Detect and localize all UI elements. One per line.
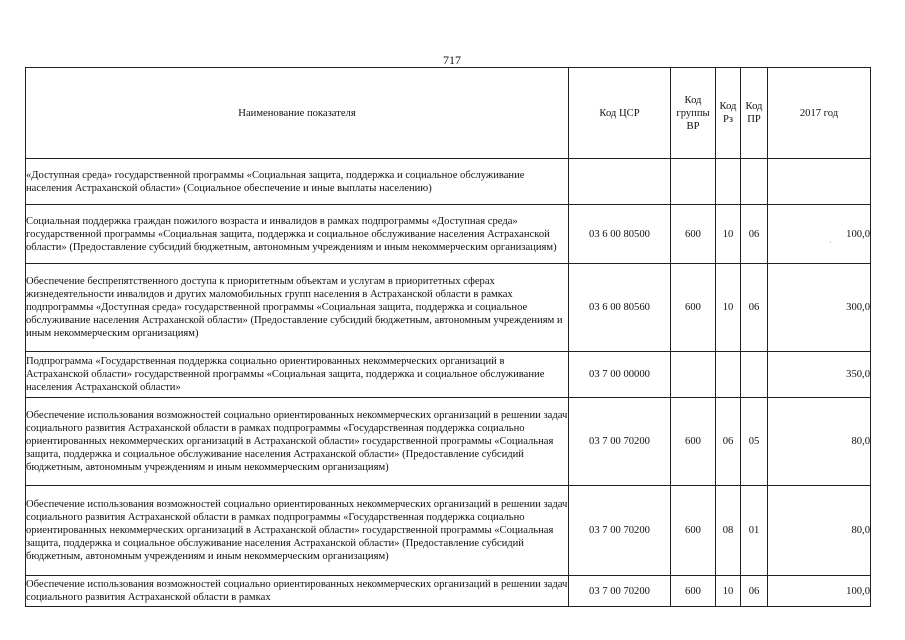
row-vr: 600 bbox=[671, 205, 716, 264]
table-row bbox=[26, 398, 871, 486]
row-name: Обеспечение использования возможностей социально ориентированных некоммерческих организаций в решении задач социального развития Астраханской области в рамках bbox=[26, 576, 569, 607]
row-vr: 600 bbox=[671, 576, 716, 607]
header-row bbox=[26, 68, 871, 159]
row-rz bbox=[716, 159, 741, 205]
row-pr: 06 bbox=[741, 264, 768, 352]
row-csr: 03 7 00 70200 bbox=[569, 398, 671, 486]
row-csr: 03 7 00 70200 bbox=[569, 576, 671, 607]
row-csr: 03 6 00 80500 bbox=[569, 205, 671, 264]
scan-speck: · bbox=[829, 238, 832, 247]
table-row bbox=[26, 486, 871, 576]
row-amount: 300,0 bbox=[768, 264, 871, 352]
row-name: Обеспечение использования возможностей социально ориентированных некоммерческих организаций в решении задач социального развития Астраханской области в рамках подпрограммы «Государственная поддержка социально ориентированных некоммерческих организаций в Астраханской области» государственной программы «Социальная защита, поддержка и социальное обслуживание населения Астраханской области» (Предоставление субсидий бюджетным, автономным учреждениям и иным некоммерческим организациям) bbox=[26, 398, 569, 486]
table-row bbox=[26, 205, 871, 264]
header-name: Наименование показателя bbox=[26, 68, 569, 159]
row-name: Подпрограмма «Государственная поддержка социально ориентированных некоммерческих организаций в Астраханской области» государственной программы «Социальная защита, поддержка и социальное обслуживание населения Астраханской области» bbox=[26, 352, 569, 398]
table-row bbox=[26, 264, 871, 352]
row-csr bbox=[569, 159, 671, 205]
row-amount: 80,0 bbox=[768, 398, 871, 486]
row-csr: 03 6 00 80560 bbox=[569, 264, 671, 352]
row-amount: 100,0 bbox=[768, 576, 871, 607]
row-vr bbox=[671, 352, 716, 398]
row-amount bbox=[768, 159, 871, 205]
row-vr bbox=[671, 159, 716, 205]
header-pr: Код ПР bbox=[741, 68, 768, 159]
header-vr: Код группы ВР bbox=[671, 68, 716, 159]
page-number: 717 bbox=[443, 53, 461, 67]
row-rz: 08 bbox=[716, 486, 741, 576]
row-name: Обеспечение использования возможностей социально ориентированных некоммерческих организаций в решении задач социального развития Астраханской области в рамках подпрограммы «Государственная поддержка социально ориентированных некоммерческих организаций в Астраханской области» государственной программы «Социальная защита, поддержка и социальное обслуживание населения Астраханской области» (Предоставление субсидий бюджетным, автономным учреждениям и иным некоммерческим организациям) bbox=[26, 486, 569, 576]
row-csr: 03 7 00 70200 bbox=[569, 486, 671, 576]
table-row bbox=[26, 159, 871, 205]
budget-table bbox=[25, 67, 871, 607]
row-vr: 600 bbox=[671, 398, 716, 486]
row-rz bbox=[716, 352, 741, 398]
row-pr bbox=[741, 352, 768, 398]
row-rz: 06 bbox=[716, 398, 741, 486]
row-rz: 10 bbox=[716, 576, 741, 607]
row-csr: 03 7 00 00000 bbox=[569, 352, 671, 398]
row-rz: 10 bbox=[716, 264, 741, 352]
row-name: Социальная поддержка граждан пожилого возраста и инвалидов в рамках подпрограммы «Доступная среда» государственной программы «Социальная защита, поддержка и социальное обслуживание населения Астраханской области» (Предоставление субсидий бюджетным, автономным учреждениям и иным некоммерческим организациям) bbox=[26, 205, 569, 264]
row-name: «Доступная среда» государственной программы «Социальная защита, поддержка и социальное обслуживание населения Астраханской области» (Социальное обеспечение и иные выплаты населению) bbox=[26, 159, 569, 205]
row-pr: 05 bbox=[741, 398, 768, 486]
row-amount: 350,0 bbox=[768, 352, 871, 398]
table-row bbox=[26, 352, 871, 398]
row-pr: 06 bbox=[741, 205, 768, 264]
row-rz: 10 bbox=[716, 205, 741, 264]
row-vr: 600 bbox=[671, 486, 716, 576]
row-pr: 01 bbox=[741, 486, 768, 576]
row-amount: 80,0 bbox=[768, 486, 871, 576]
header-year: 2017 год bbox=[768, 68, 871, 159]
row-name: Обеспечение беспрепятственного доступа к приоритетным объектам и услугам в приоритетных сферах жизнедеятельности инвалидов и других маломобильных групп населения в Астраханской области в рамках подпрограммы «Доступная среда» государственной программы «Социальная защита, поддержка и социальное обслуживание населения Астраханской области» (Предоставление субсидий бюджетным, автономным учреждениям и иным некоммерческим организациям) bbox=[26, 264, 569, 352]
row-pr: 06 bbox=[741, 576, 768, 607]
row-pr bbox=[741, 159, 768, 205]
header-csr: Код ЦСР bbox=[569, 68, 671, 159]
row-vr: 600 bbox=[671, 264, 716, 352]
table-row bbox=[26, 576, 871, 607]
row-amount: 100,0 bbox=[768, 205, 871, 264]
header-rz: Код Рз bbox=[716, 68, 741, 159]
